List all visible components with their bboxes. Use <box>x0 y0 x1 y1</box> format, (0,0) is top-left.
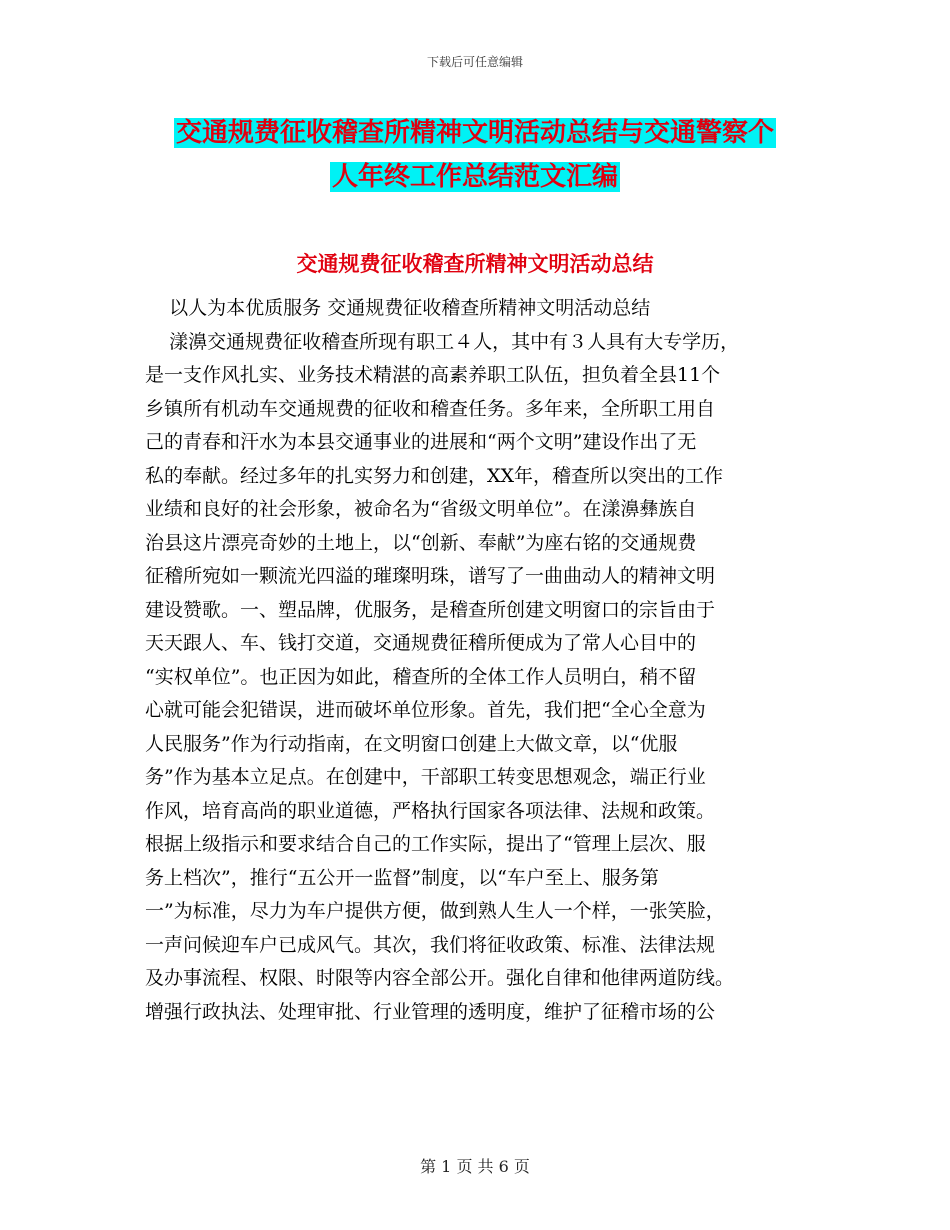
body-line: 建设赞歌。一、塑品牌，优服务，是稽查所创建文明窗口的宗旨由于 <box>145 598 716 621</box>
body-line: 增强行政执法、处理审批、行业管理的透明度，维护了征稽市场的公 <box>145 1000 716 1023</box>
body-line: 以人为本优质服务 交通规费征收稽查所精神文明活动总结 <box>145 297 651 319</box>
body-text <box>145 292 835 1029</box>
document-title-text-2: 人年终工作总结范文汇编 <box>331 162 618 192</box>
body-line: 乡镇所有机动车交通规费的征收和稽查任务。多年来，全所职工用自 <box>145 397 716 420</box>
body-line: 一”为标准，尽力为车户提供方便，做到熟人生人一个样，一张笑脸， <box>145 900 725 922</box>
body-line: 及办事流程、权限、时限等内容全部公开。强化自律和他律两道防线。 <box>145 967 735 989</box>
document-title-text-1: 交通规费征收稽查所精神文明活动总结与交通警察个 <box>175 118 774 148</box>
body-line: “实权单位”。也正因为如此，稽查所的全体工作人员明白，稍不留 <box>145 665 697 688</box>
section-title: 交通规费征收稽查所精神文明活动总结 <box>296 252 654 276</box>
document-title-line-1 <box>0 112 950 149</box>
page-footer: 第 1 页 共 6 页 <box>420 1157 530 1176</box>
body-line: 业绩和良好的社会形象，被命名为“省级文明单位”。在漾濞彝族自 <box>145 498 697 520</box>
document-title-line-2 <box>0 156 950 193</box>
body-line: 作风，培育高尚的职业道德，严格执行国家各项法律、法规和政策。 <box>145 799 716 822</box>
body-line: 务”作为基本立足点。在创建中，干部职工转变思想观念，端正行业 <box>145 766 706 788</box>
page-header-note: 下载后可任意编辑 <box>426 55 523 69</box>
body-line: 根据上级指示和要求结合自己的工作实际，提出了“管理上层次、服 <box>145 833 706 855</box>
body-line: 治县这片漂亮奇妙的土地上，以“创新、奉献”为座右铭的交通规费 <box>145 531 697 554</box>
body-line: 务上档次”，推行“五公开一监督”制度，以“车户至上、服务第 <box>145 866 659 889</box>
body-line: 心就可能会犯错误，进而破坏单位形象。首先，我们把“全心全意为 <box>145 699 706 721</box>
body-line: 人民服务”作为行动指南，在文明窗口创建上大做文章，以“优服 <box>145 732 678 755</box>
body-line: 一声问候迎车户已成风气。其次，我们将征收政策、标准、法律法规 <box>145 933 716 956</box>
body-line: 己的青春和汗水为本县交通事业的进展和“两个文明”建设作出了无 <box>145 431 697 453</box>
body-line: 私的奉献。经过多年的扎实努力和创建，XX年，稽查所以突出的工作 <box>145 464 724 487</box>
body-line: 是一支作风扎实、业务技术精湛的高素养职工队伍，担负着全县11个 <box>145 364 721 386</box>
body-line: 天天跟人、车、钱打交道，交通规费征稽所便成为了常人心目中的 <box>145 632 697 654</box>
body-line: 征稽所宛如一颗流光四溢的璀璨明珠，谱写了一曲曲动人的精神文明 <box>145 565 716 587</box>
body-line: 漾濞交通规费征收稽查所现有职工４人，其中有３人具有大专学历， <box>145 330 740 353</box>
